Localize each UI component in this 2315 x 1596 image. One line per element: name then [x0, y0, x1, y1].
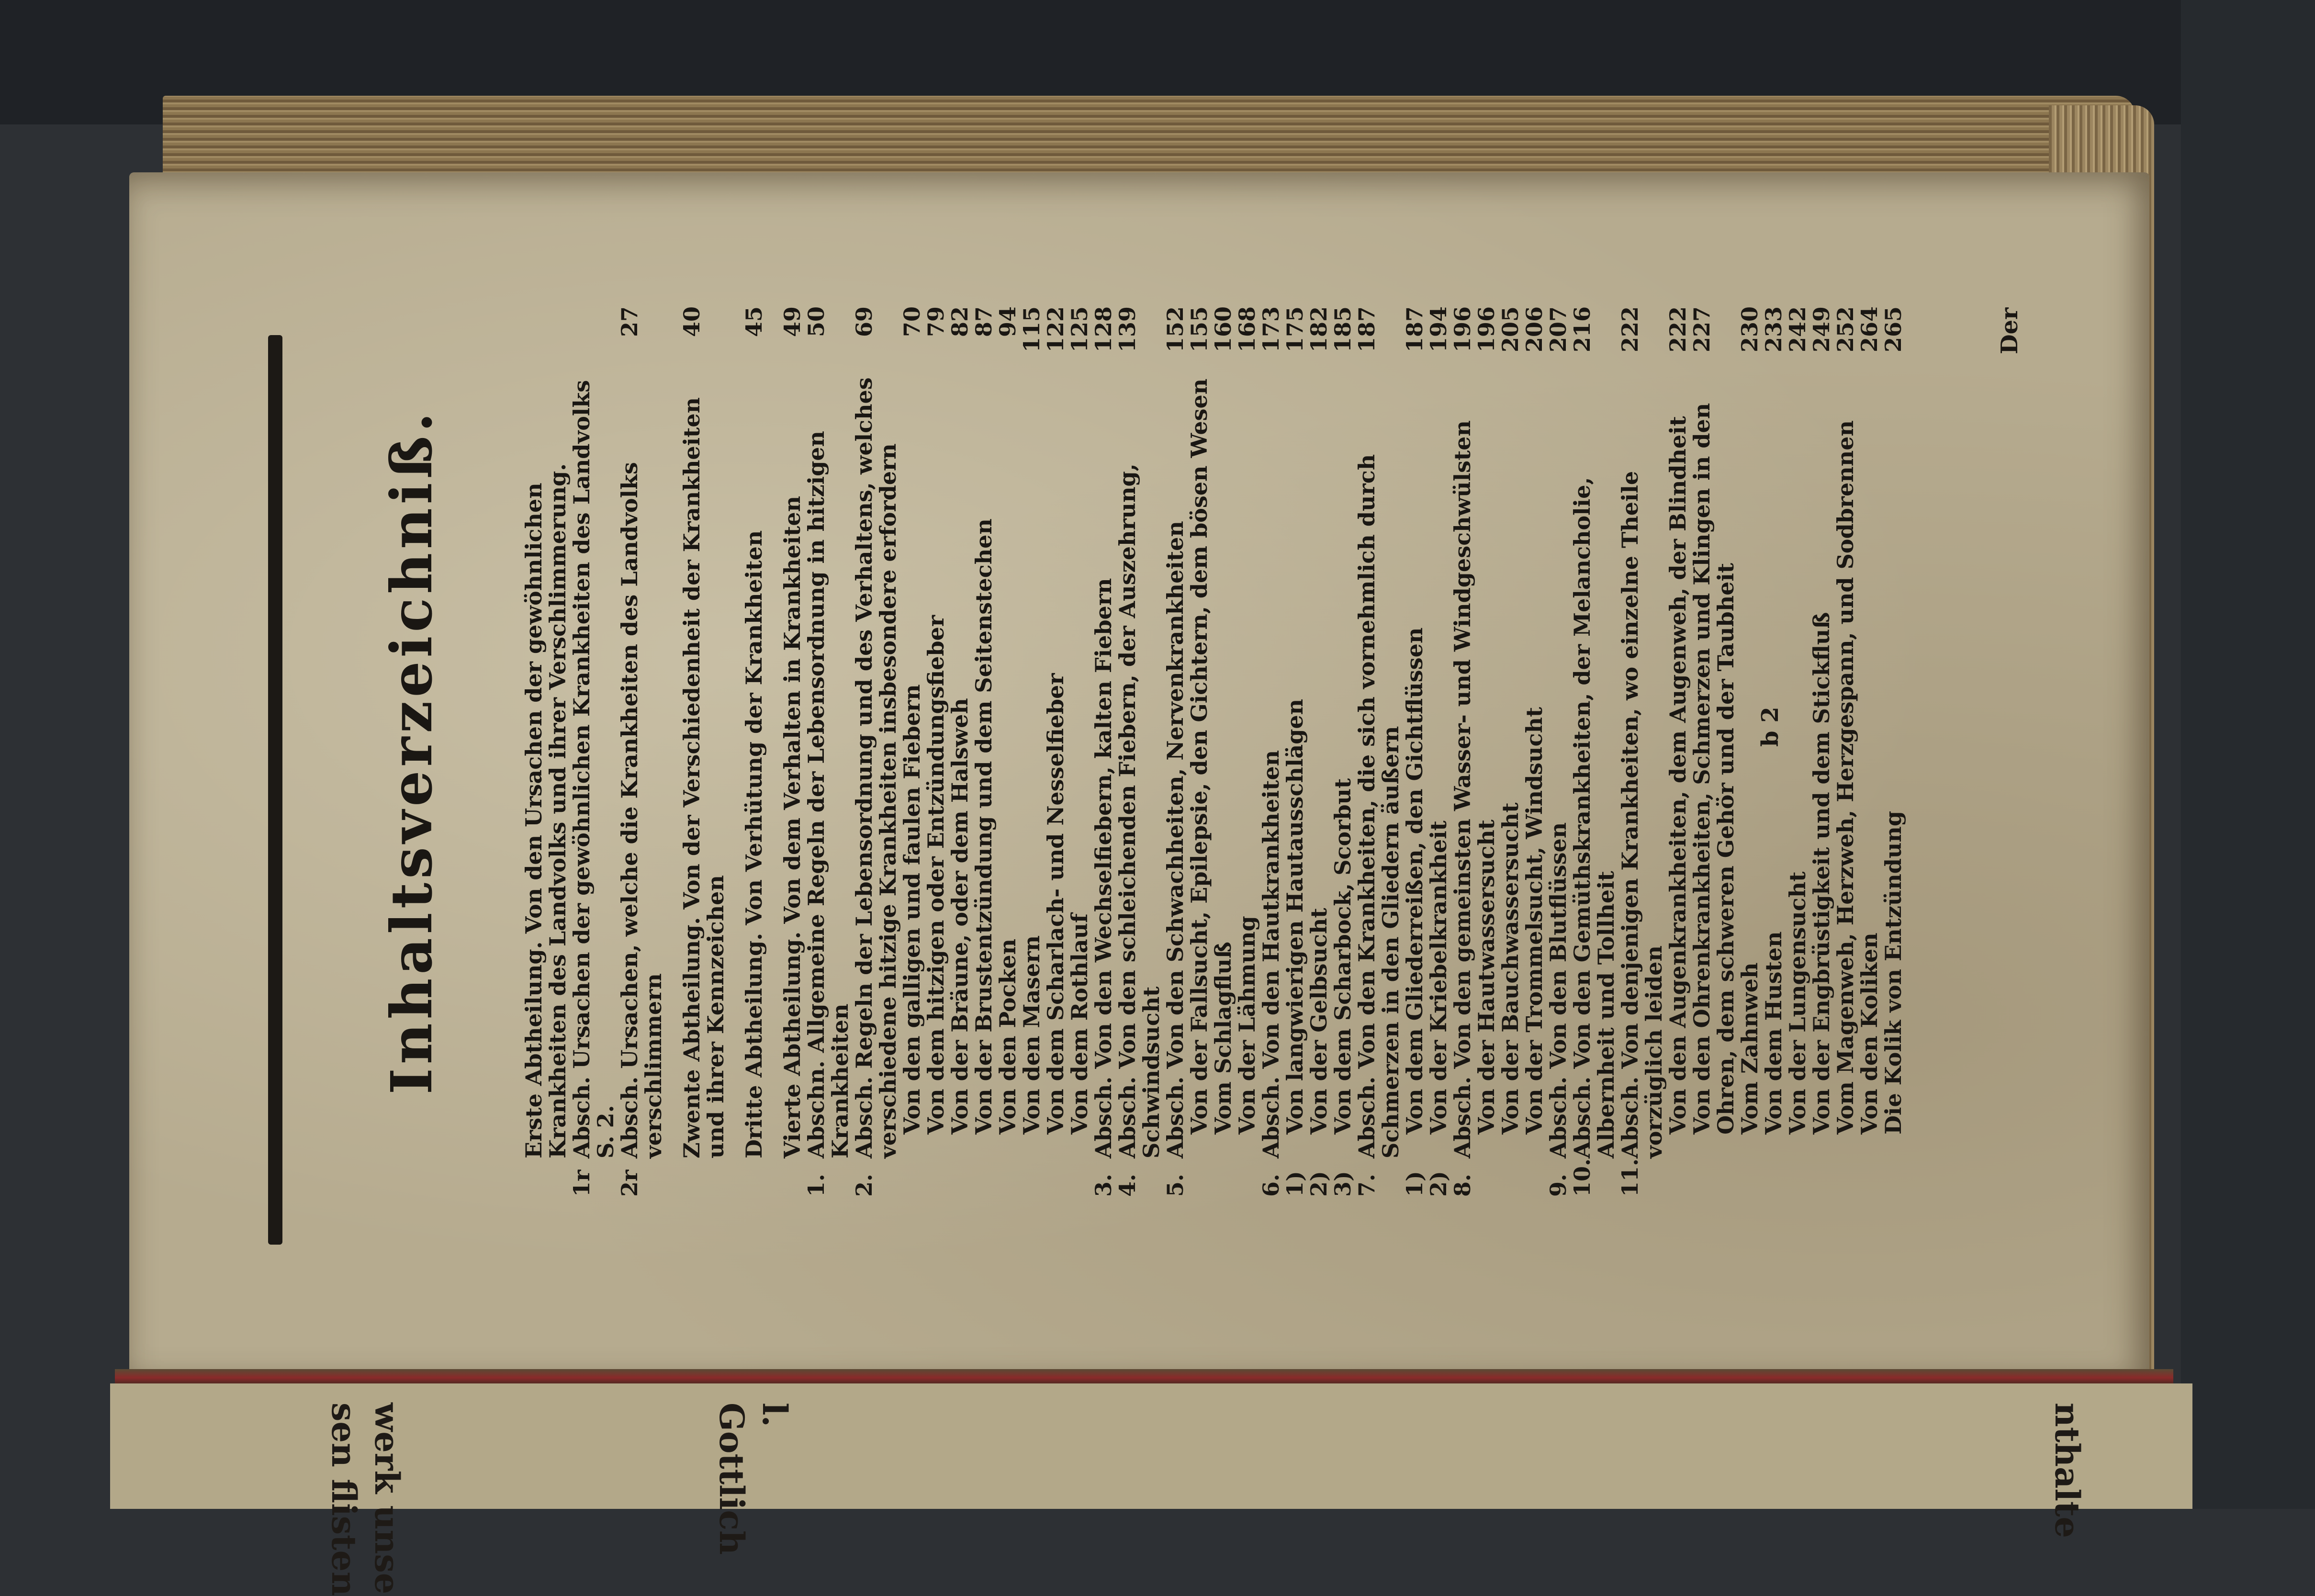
- toc-entry-page: 155: [1186, 306, 1212, 353]
- toc-entry-text: Vom Zahnweh: [1737, 962, 1763, 1135]
- page-title: Inhaltsverzeichniß.: [378, 408, 445, 1095]
- toc-entry-page: 233: [1761, 306, 1787, 353]
- toc-entry-text: Von den Augenkrankheiten, dem Augenweh, der Blindheit: [1665, 416, 1691, 1135]
- toc-entry: [1355, 306, 1403, 1197]
- toc-entry-page: 115: [1019, 306, 1045, 353]
- toc-entry-text: Von dem Scharlach- und Nesselfieber: [1043, 673, 1068, 1135]
- toc-entry-text: Absch. Regeln der Lebensordnung und des Verhaltens, welches verschiedene hitzige Krankheiten insbesondere erfordern: [851, 377, 901, 1158]
- toc-entry: [1570, 306, 1618, 1197]
- toc-entry-text: Von der Lungensucht: [1785, 871, 1810, 1135]
- toc-entry: [570, 306, 618, 1197]
- toc-entry-text: Absch. Ursachen, welche die Krankheiten des Landvolks verschlimmern: [617, 462, 666, 1158]
- toc-entry-text: Von dem hitzigen oder Entzündungsfieber: [923, 615, 949, 1135]
- facing-page-text-3: Gottlich: [712, 1403, 752, 1555]
- toc-entry-text: Von langwierigen Hautausschlägen: [1282, 698, 1308, 1135]
- toc-entry-text: Vom Schlagfluß: [1210, 942, 1236, 1135]
- toc-entry-page: 152: [1162, 306, 1188, 353]
- toc-entry-page: 187: [1354, 306, 1380, 353]
- toc-entry: [1403, 306, 1427, 1197]
- toc-entry-page: 94: [995, 306, 1021, 337]
- toc-entry-page: 196: [1450, 306, 1475, 353]
- toc-entry: [924, 306, 948, 1197]
- catchword: Der: [1996, 307, 2023, 354]
- toc-entry-page: 173: [1258, 306, 1284, 353]
- toc-entry-page: 216: [1569, 306, 1595, 353]
- toc-entry-page: 168: [1234, 306, 1260, 353]
- toc-entry-text: Von den Pocken: [995, 938, 1021, 1135]
- toc-entry-text: Absch. Von den Hautkrankheiten: [1258, 750, 1284, 1158]
- toc-entry-number: 3): [1330, 1171, 1356, 1197]
- toc-entry: [1690, 306, 1738, 1197]
- toc-entry-text: Von der Fallsucht, Epilepsie, den Gichtern, dem bösen Wesen: [1186, 378, 1212, 1135]
- toc-entry-number: 1): [1282, 1171, 1308, 1197]
- toc-entry-page: 249: [1809, 306, 1834, 353]
- toc-entry-number: 4.: [1114, 1173, 1140, 1197]
- toc-entry-text: Von der Bräune, oder dem Halsweh: [947, 698, 973, 1135]
- toc-entry-number: 9.: [1545, 1173, 1571, 1197]
- toc-entry-page: 242: [1785, 306, 1810, 353]
- toc-entry: [1331, 306, 1355, 1197]
- toc-entry-page: 194: [1426, 306, 1451, 353]
- facing-page: [110, 1383, 2192, 1509]
- toc-entry: [852, 306, 900, 1197]
- toc-entry-page: 69: [851, 306, 877, 337]
- toc-entry: [1115, 306, 1163, 1197]
- toc-entry-page: 160: [1210, 306, 1236, 353]
- toc-entry-number: 2r: [617, 1169, 642, 1197]
- toc-entry: [1307, 306, 1331, 1197]
- toc-entry: [1546, 306, 1570, 1197]
- toc-entry-number: 8.: [1450, 1173, 1475, 1197]
- toc-entry-text: Von der Kriebelkrankheit: [1426, 820, 1451, 1135]
- toc-entry: [1068, 306, 1091, 1197]
- toc-entry-page: 265: [1880, 306, 1906, 353]
- toc-entry-text: Die Kolik von Entzündung: [1880, 811, 1906, 1135]
- toc-entry-number: 2): [1306, 1171, 1332, 1197]
- toc-entry: [1259, 306, 1283, 1197]
- toc-entry-text: Von den Koliken: [1856, 933, 1882, 1135]
- toc-entry-text: Absch. Von den gemeinsten Wasser- und Windgeschwülsten: [1450, 420, 1475, 1158]
- toc-entry: [1427, 306, 1450, 1197]
- toc-entry-text: Von der Engbrüstigkeit und dem Stickfluß: [1809, 612, 1834, 1135]
- toc-entry-text: Von der Brustentzündung und dem Seitenstechen: [971, 518, 997, 1135]
- toc-entry: [1091, 306, 1115, 1197]
- toc-entry-page: 87: [971, 306, 997, 337]
- toc-entry-text: Von dem Gliederreißen, den Gichtflüssen: [1402, 627, 1427, 1135]
- toc-entry-page: 222: [1665, 306, 1691, 353]
- toc-entry-text: Absch. Von den Krankheiten, die sich vornehmlich durch Schmerzen in den Gliedern äußern: [1354, 454, 1404, 1158]
- toc-section: [780, 306, 804, 1197]
- toc-entry-text: Absch. Ursachen der gewöhnlichen Krankheiten des Landvolks S. 2.: [569, 380, 618, 1158]
- toc-entry: [1809, 306, 1833, 1197]
- toc-entry: [972, 306, 996, 1197]
- toc-entry-text: Von der Trommelsucht, Windsucht: [1521, 707, 1547, 1135]
- toc-entry: [1618, 306, 1666, 1197]
- toc-entry: [1498, 306, 1522, 1197]
- toc-entry-page: 252: [1832, 306, 1858, 353]
- toc-entry-page: 139: [1114, 306, 1140, 353]
- toc-entry: [1450, 306, 1474, 1197]
- toc-entry-text: Absch. Von den Blutflüssen: [1545, 822, 1571, 1158]
- toc-entry-page: 82: [947, 306, 973, 337]
- toc-entry-text: Vom Magenweh, Herzweh, Herzgespann, und Sodbrennen: [1832, 420, 1858, 1135]
- toc-entry: [1187, 306, 1211, 1197]
- toc-entry-page: 49: [779, 306, 805, 337]
- toc-entry-text: Zwente Abtheilung. Von der Verschiedenheit der Krankheiten und ihrer Kennzeichen: [679, 397, 729, 1158]
- toc-entry-text: Von den galligen und faulen Fiebern: [899, 684, 925, 1135]
- toc-entry-page: 122: [1043, 306, 1068, 353]
- toc-entry-text: Von der Lähmung: [1234, 916, 1260, 1135]
- toc-entry-text: Absch. Von den Gemüthskrankheiten, der Melancholie, Albernheit und Tollheit: [1569, 477, 1619, 1158]
- toc-entry: [1163, 306, 1187, 1197]
- toc-entry-number: 5.: [1162, 1173, 1188, 1197]
- toc-entry-page: 175: [1282, 306, 1308, 353]
- toc-entry-page: 79: [923, 306, 949, 337]
- toc-entry-page: 128: [1090, 306, 1116, 353]
- toc-entry: [1283, 306, 1307, 1197]
- toc-entry-number: 10.: [1569, 1158, 1595, 1197]
- toc-entry: [1020, 306, 1044, 1197]
- toc-entry-text: Dritte Abtheilung. Von Verhütung der Krankheiten: [741, 530, 767, 1158]
- toc-section: [522, 306, 570, 1197]
- toc-section: [742, 306, 766, 1197]
- toc-entry-text: Von den Ohrenkrankheiten, Schmerzen und Klingen in den Ohren, dem schweren Gehör und der Taubheit: [1689, 403, 1739, 1135]
- toc-entry-page: 205: [1497, 306, 1523, 353]
- toc-entry-page: 230: [1737, 306, 1763, 353]
- toc-entry-page: 40: [679, 306, 705, 337]
- toc-entry-page: 27: [617, 306, 642, 337]
- toc-entry: [804, 306, 852, 1197]
- toc-entry-text: Von den Masern: [1019, 935, 1045, 1135]
- toc-entry-number: 11.: [1617, 1158, 1643, 1197]
- toc-entry-number: 2.: [851, 1173, 877, 1197]
- toc-entry: [1833, 306, 1857, 1197]
- toc-entry: [996, 306, 1020, 1197]
- toc-entry: [1738, 306, 1762, 1197]
- toc-entry: [1474, 306, 1498, 1197]
- toc-entry-page: 50: [803, 306, 829, 337]
- toc-entry: [1857, 306, 1881, 1197]
- toc-entry-text: Von dem Husten: [1761, 931, 1787, 1135]
- toc-entry-page: 227: [1689, 306, 1715, 353]
- toc-entry-text: Erste Abtheilung. Von den Ursachen der gewöhnlichen Krankheiten des Landvolks und ihrer Verschlimmerung.: [521, 463, 571, 1158]
- toc-entry-page: 196: [1473, 306, 1499, 353]
- toc-entry-page: 206: [1521, 306, 1547, 353]
- toc-entry-number: 7.: [1354, 1173, 1380, 1197]
- toc-entry: [618, 306, 665, 1197]
- toc-entry-page: 45: [741, 306, 767, 337]
- page-marker: b 2: [1757, 707, 1784, 747]
- toc-entry-page: 125: [1067, 306, 1092, 353]
- toc-entry: [1522, 306, 1546, 1197]
- toc-entry-number: 3.: [1090, 1173, 1116, 1197]
- toc-entry-number: 6.: [1258, 1173, 1284, 1197]
- toc-entry-page: 187: [1402, 306, 1427, 353]
- toc-entry: [948, 306, 972, 1197]
- toc-entry-page: 70: [899, 306, 925, 337]
- toc-entry-text: Absch. Von den Wechselfiebern, kalten Fiebern: [1090, 578, 1116, 1158]
- toc-entry: [1044, 306, 1068, 1197]
- toc-entry-page: 185: [1330, 306, 1356, 353]
- toc-entry: [1762, 306, 1786, 1197]
- toc-entry-number: 1r: [569, 1169, 595, 1197]
- toc-entry-number: 1.: [803, 1173, 829, 1197]
- toc-entry-text: Von der Bauchwassersucht: [1497, 802, 1523, 1135]
- toc-entry-page: 182: [1306, 306, 1332, 353]
- toc-entry: [1235, 306, 1259, 1197]
- toc-entry-text: Vierte Abtheilung. Von dem Verhalten in Krankheiten: [779, 495, 805, 1158]
- backdrop-right: [2181, 0, 2315, 1509]
- toc-entry: [1666, 306, 1690, 1197]
- toc-entry-page: 222: [1617, 306, 1643, 353]
- facing-page-text-2: werk unse: [367, 1403, 407, 1595]
- toc-entry-number: 2): [1426, 1171, 1451, 1197]
- toc-entry: [1786, 306, 1809, 1197]
- toc-entry-page: 264: [1856, 306, 1882, 353]
- toc-entry-text: Absch. Von den Schwachheiten, Nervenkrankheiten: [1162, 521, 1188, 1158]
- table-of-contents: [378, 306, 2054, 1197]
- toc-section: [680, 306, 728, 1197]
- facing-page-text-5: nthalte: [2047, 1403, 2087, 1538]
- decorative-rule: [268, 335, 282, 1245]
- facing-page-text-1: sen flisten: [324, 1403, 364, 1596]
- toc-entry: [900, 306, 924, 1197]
- toc-entry-text: Von dem Scharbock, Scorbut: [1330, 778, 1356, 1135]
- toc-entry-text: Abschn. Allgemeine Regeln der Lebensordnung in hitzigen Krankheiten: [803, 431, 853, 1158]
- toc-entry-page: 207: [1545, 306, 1571, 353]
- toc-entry-text: Von der Hautwassersucht: [1473, 820, 1499, 1135]
- toc-entry: [1881, 306, 1905, 1197]
- facing-page-text-4: l.: [755, 1403, 795, 1427]
- toc-entry-text: Absch. Von denjenigen Krankheiten, wo einzelne Theile vorzüglich leiden: [1617, 471, 1667, 1158]
- toc-entry-text: Von dem Rothlauf: [1067, 913, 1092, 1135]
- toc-entry-text: Von der Gelbsucht: [1306, 908, 1332, 1135]
- toc-entry-text: Absch. Von den schleichenden Fiebern, der Auszehrung, Schwindsucht: [1114, 463, 1164, 1158]
- toc-entry: [1211, 306, 1235, 1197]
- toc-list: [507, 306, 1905, 1197]
- toc-entry-number: 1): [1402, 1171, 1427, 1197]
